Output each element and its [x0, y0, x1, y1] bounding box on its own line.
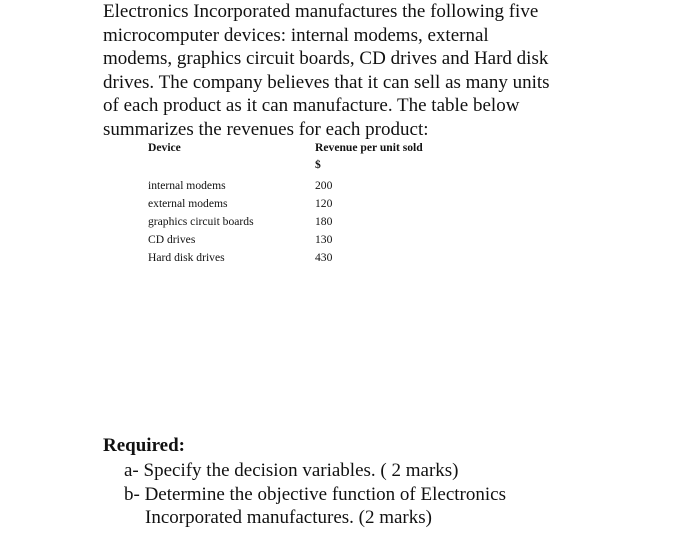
column-header-device: Device: [148, 141, 181, 154]
revenue-cell: 200: [315, 179, 333, 192]
required-heading: Required:: [103, 435, 185, 456]
column-header-revenue-unit: $: [315, 158, 321, 171]
task-a: a- Specify the decision variables. ( 2 marks): [124, 460, 459, 481]
device-cell: internal modems: [148, 179, 226, 192]
task-b-continuation: Incorporated manufactures. (2 marks): [145, 507, 432, 529]
problem-statement-line: drives. The company believes that it can sell as many units: [103, 71, 550, 93]
task-b: b- Determine the objective function of Electronics: [124, 483, 506, 505]
revenue-cell: 120: [315, 197, 333, 210]
table-row: [148, 179, 468, 197]
table-row: [148, 197, 468, 215]
table-row: [148, 251, 468, 269]
problem-statement-line: microcomputer devices: internal modems, external: [103, 24, 489, 46]
device-cell: graphics circuit boards: [148, 215, 254, 228]
revenue-cell: 430: [315, 251, 333, 264]
problem-statement-line: summarizes the revenues for each product:: [103, 118, 429, 140]
table-row: [148, 215, 468, 233]
device-cell: Hard disk drives: [148, 251, 225, 264]
column-header-revenue: Revenue per unit sold: [315, 141, 423, 154]
task-list: [124, 459, 506, 530]
problem-statement-line: Electronics Incorporated manufactures the following five: [103, 1, 539, 22]
problem-statement-line: of each product as it can manufacture. The table below: [103, 95, 520, 117]
device-cell: CD drives: [148, 233, 196, 246]
revenue-cell: 130: [315, 233, 333, 246]
device-cell: external modems: [148, 197, 228, 210]
problem-statement-line: modems, graphics circuit boards, CD drives and Hard disk: [103, 48, 549, 70]
problem-statement: [103, 0, 603, 142]
revenue-cell: 180: [315, 215, 333, 228]
table-row: [148, 233, 468, 251]
